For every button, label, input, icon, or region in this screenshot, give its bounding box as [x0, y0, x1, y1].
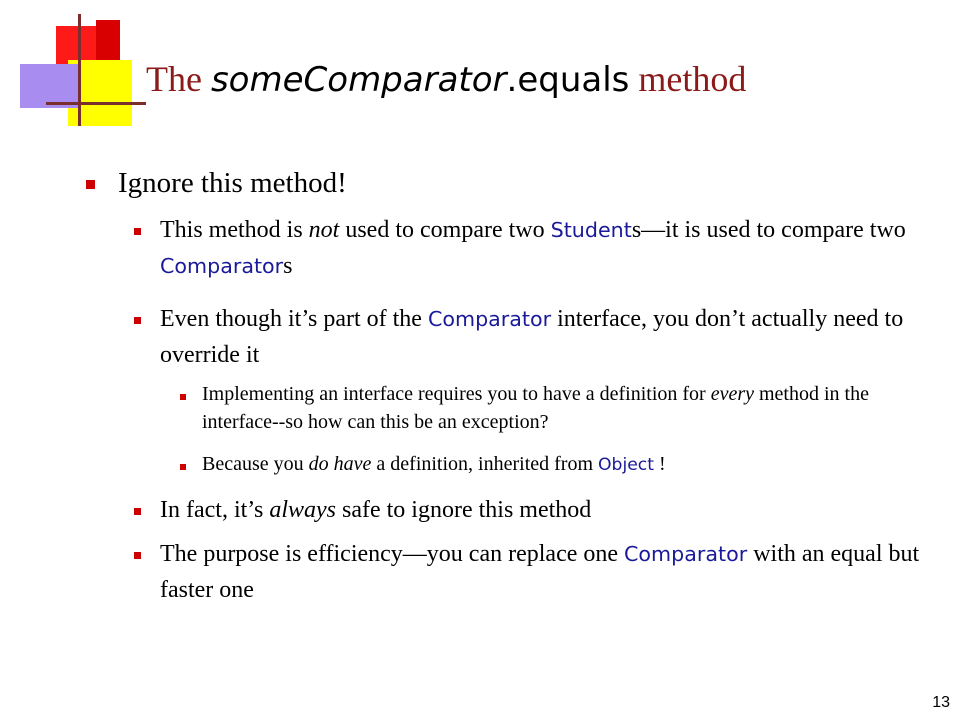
page-number: 13 [932, 694, 950, 711]
code-comparator: Comparator [624, 542, 748, 566]
bullet-implementing-interface: Implementing an interface requires you to have a definition for every method in the interface--so how can this be an exception? [202, 383, 869, 433]
bullet-not-used: This method is not used to compare two Students—it is used to compare two Comparators [160, 217, 906, 279]
bullet-efficiency: The purpose is efficiency—you can replace one Comparator with an equal but faster one [160, 541, 920, 603]
vertical-line [78, 14, 81, 126]
code-object: Object [598, 455, 654, 475]
decorative-logo [0, 0, 140, 140]
code-comparator: Comparator [427, 307, 552, 331]
bullet-marker [86, 180, 95, 189]
code-student: Student [550, 218, 632, 242]
bullet-marker [180, 394, 186, 400]
slide-title [146, 58, 746, 100]
bullet-marker [134, 228, 141, 235]
bullet-ignore: Ignore this method! [118, 167, 347, 199]
code-comparator: Comparator [160, 254, 284, 278]
bullet-marker [134, 317, 141, 324]
bullet-always-safe: In fact, it’s always safe to ignore this method [160, 497, 592, 523]
bullet-marker [134, 552, 141, 559]
title-code-italic [211, 60, 629, 100]
title-suffix: method [629, 59, 747, 99]
title-prefix: The [146, 59, 211, 99]
bullet-part-of-interface: Even though it’s part of the Comparator interface, you don’t actually need to override it [160, 306, 904, 368]
bullet-inherited-from-object: Because you do have a definition, inherited from Object ! [202, 453, 666, 475]
title-some-comparator: someComparator [210, 60, 507, 100]
bullet-marker [180, 464, 186, 470]
bullet-marker [134, 508, 141, 515]
title-equals: .equals [506, 60, 630, 100]
horizontal-line [46, 102, 146, 105]
